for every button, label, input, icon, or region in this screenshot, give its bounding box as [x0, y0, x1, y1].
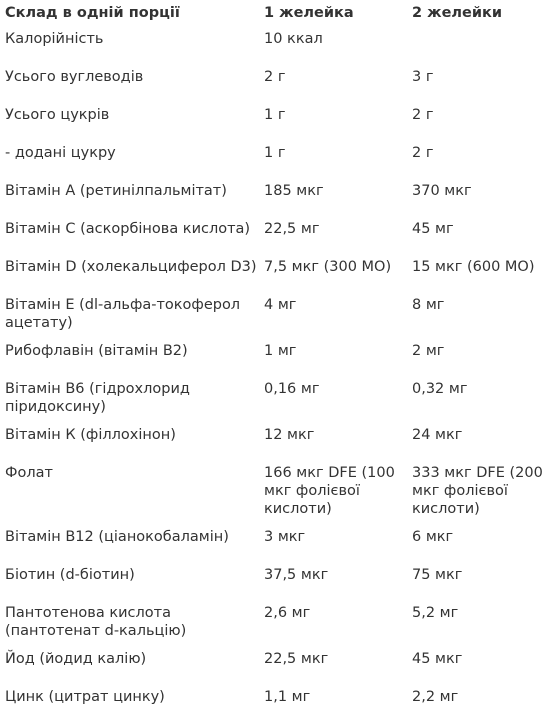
nutrient-name-cell: - додані цукру — [5, 145, 116, 161]
one-gummy-value-cell: 185 мкг — [264, 183, 324, 199]
table-body — [0, 30, 550, 726]
two-gummies-value-cell: 2 г — [412, 107, 434, 123]
table-row — [0, 528, 550, 566]
nutrient-name-cell: Калорійність — [5, 31, 104, 47]
nutrient-name-cell: Вітамін С (аскорбінова кислота) — [5, 221, 251, 237]
one-gummy-value-cell: 2 г — [264, 69, 286, 85]
table-row — [0, 464, 550, 528]
nutrient-name-cell: Цинк (цитрат цинку) — [5, 689, 165, 705]
table-header-row — [0, 0, 550, 30]
two-gummies-value-cell: 333 мкг DFE (200 мкг фолієвої кислоти) — [412, 465, 543, 517]
two-gummies-value-cell: 370 мкг — [412, 183, 472, 199]
header-two-gummies: 2 желейки — [412, 5, 503, 21]
table-row — [0, 342, 550, 380]
nutrient-name-cell: Усього цукрів — [5, 107, 110, 123]
two-gummies-value-cell: 3 г — [412, 69, 434, 85]
one-gummy-value-cell: 7,5 мкг (300 МО) — [264, 259, 392, 275]
one-gummy-value-cell: 1 г — [264, 107, 286, 123]
table-row — [0, 650, 550, 688]
nutrient-name-cell: Вітамін В6 (гідрохлорид піридоксину) — [5, 381, 190, 415]
nutrient-name-cell: Фолат — [5, 465, 53, 481]
one-gummy-value-cell: 166 мкг DFE (100 мкг фолієвої кислоти) — [264, 465, 395, 517]
one-gummy-value-cell: 1 мг — [264, 343, 297, 359]
one-gummy-value-cell: 12 мкг — [264, 427, 315, 443]
table-row — [0, 688, 550, 726]
two-gummies-value-cell: 5,2 мг — [412, 605, 459, 621]
nutrient-name-cell: Вітамін D (холекальциферол D3) — [5, 259, 257, 275]
nutrient-name-cell: Вітамін А (ретинілпальмітат) — [5, 183, 227, 199]
one-gummy-value-cell: 1,1 мг — [264, 689, 311, 705]
nutrient-name-cell: Пантотенова кислота (пантотенат d-кальцію) — [5, 605, 187, 639]
one-gummy-value-cell: 3 мкг — [264, 529, 306, 545]
two-gummies-value-cell: 75 мкг — [412, 567, 463, 583]
two-gummies-value-cell: 2 мг — [412, 343, 445, 359]
table-row — [0, 182, 550, 220]
table-row — [0, 566, 550, 604]
two-gummies-value-cell: 24 мкг — [412, 427, 463, 443]
table-row — [0, 604, 550, 650]
two-gummies-value-cell: 2,2 мг — [412, 689, 459, 705]
one-gummy-value-cell: 37,5 мкг — [264, 567, 329, 583]
table-row — [0, 68, 550, 106]
two-gummies-value-cell: 15 мкг (600 МО) — [412, 259, 535, 275]
one-gummy-value-cell: 0,16 мг — [264, 381, 320, 397]
nutrient-name-cell: Вітамін К (філлохінон) — [5, 427, 176, 443]
one-gummy-value-cell: 2,6 мг — [264, 605, 311, 621]
table-row — [0, 296, 550, 342]
two-gummies-value-cell — [412, 30, 550, 68]
header-one-gummy: 1 желейка — [264, 5, 354, 21]
nutrient-name-cell: Біотин (d-біотин) — [5, 567, 135, 583]
table-row — [0, 380, 550, 426]
one-gummy-value-cell: 1 г — [264, 145, 286, 161]
header-composition: Склад в одній порції — [5, 5, 180, 21]
two-gummies-value-cell: 0,32 мг — [412, 381, 468, 397]
one-gummy-value-cell: 22,5 мкг — [264, 651, 329, 667]
nutrient-name-cell: Йод (йодид калію) — [5, 651, 147, 667]
one-gummy-value-cell: 22,5 мг — [264, 221, 320, 237]
table-row — [0, 220, 550, 258]
one-gummy-value-cell: 4 мг — [264, 297, 297, 313]
nutrient-name-cell: Вітамін Е (dl-альфа-токоферол ацетату) — [5, 297, 241, 331]
nutrient-name-cell: Вітамін В12 (ціанокобаламін) — [5, 529, 229, 545]
two-gummies-value-cell: 45 мкг — [412, 651, 463, 667]
nutrient-name-cell: Усього вуглеводів — [5, 69, 144, 85]
table-row — [0, 426, 550, 464]
two-gummies-value-cell: 45 мг — [412, 221, 454, 237]
table-row — [0, 30, 550, 68]
two-gummies-value-cell: 6 мкг — [412, 529, 454, 545]
table-row — [0, 258, 550, 296]
two-gummies-value-cell: 2 г — [412, 145, 434, 161]
two-gummies-value-cell: 8 мг — [412, 297, 445, 313]
table-row — [0, 144, 550, 182]
table-row — [0, 106, 550, 144]
nutrient-name-cell: Рибофлавін (вітамін В2) — [5, 343, 188, 359]
one-gummy-value-cell: 10 ккал — [264, 31, 323, 47]
